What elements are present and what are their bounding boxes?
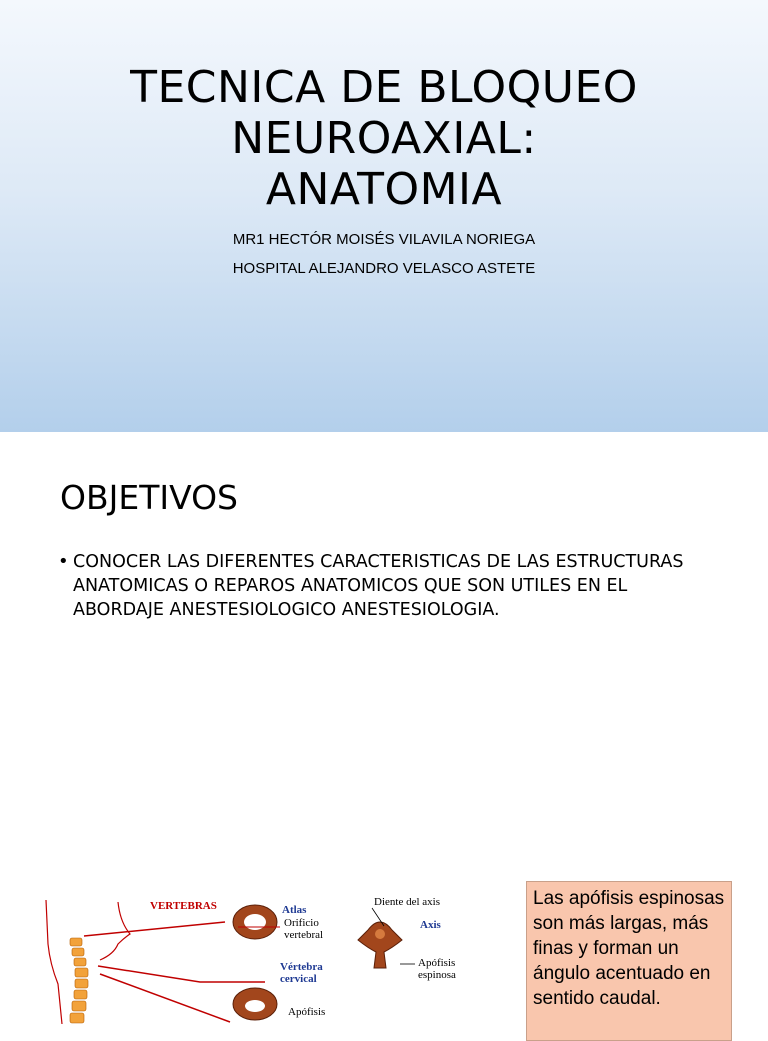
label-axis: Axis — [420, 919, 441, 931]
objectives-heading: OBJETIVOS — [60, 478, 239, 517]
title-line-1: TECNICA DE BLOQUEO — [130, 62, 638, 113]
atlas-illustration — [233, 905, 277, 939]
label-espinosa: espinosa — [418, 969, 456, 981]
bullet-dot-icon: • — [58, 551, 69, 572]
slide-title — [60, 62, 708, 215]
objective-text: CONOCER LAS DIFERENTES CARACTERISTICAS DE LAS ESTRUCTURAS ANATOMICAS O REPAROS ANATOMICOS QUE SON UTILES EN EL ABORDAJE ANESTESIOLOGICO ANESTESIOLOGIA. — [73, 552, 684, 620]
spine-diagram-illustration — [40, 894, 480, 1024]
title-line-3: ANATOMIA — [265, 164, 503, 215]
title-slide — [0, 0, 768, 432]
title-line-2: NEUROAXIAL: — [231, 113, 537, 164]
label-apofisis: Apófisis — [418, 957, 456, 969]
connector-line-vertebra — [98, 966, 265, 982]
spine-diagram — [40, 894, 480, 1024]
objectives-slide — [0, 432, 768, 1024]
body-outline — [46, 900, 62, 1024]
face-outline — [100, 902, 130, 960]
label-cervical: cervical — [280, 973, 317, 985]
objective-bullet — [58, 550, 708, 622]
label-vertebra: Vértebra — [280, 961, 323, 973]
apofisis-note: Las apófisis espinosas son más largas, más finas y forman un ángulo acentuado en sentido caudal. — [526, 881, 732, 1041]
label-orificio: Orificio — [284, 917, 319, 929]
label-vertebral: vertebral — [284, 929, 324, 941]
label-apofisis-lower: Apófisis — [288, 1006, 326, 1018]
axis-illustration — [358, 922, 402, 968]
label-vertebras: VERTEBRAS — [150, 900, 217, 912]
label-diente-axis: Diente del axis — [374, 896, 440, 908]
cervical-vertebra-illustration — [233, 988, 277, 1020]
connector-line-lower — [100, 974, 230, 1022]
spine-column — [70, 938, 88, 1023]
hospital-name: HOSPITAL ALEJANDRO VELASCO ASTETE — [232, 260, 536, 277]
author-name: MR1 HECTÓR MOISÉS VILAVILA NORIEGA — [232, 231, 536, 248]
connector-line-atlas — [84, 922, 225, 936]
label-atlas: Atlas — [282, 904, 307, 916]
